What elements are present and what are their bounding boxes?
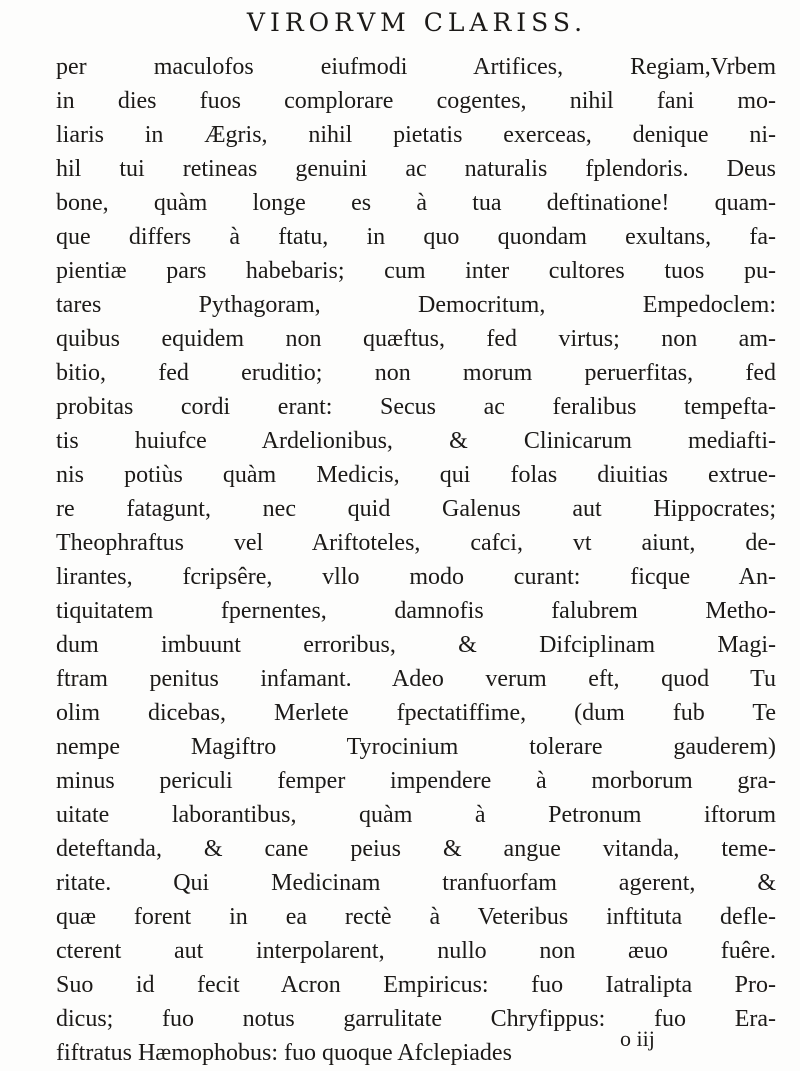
text-line: uitate laborantibus, quàm à Petronum iftorum [56,802,776,828]
text-line: lirantes, fcripsêre, vllo modo curant: ficque An- [56,564,776,590]
text-line: tiquitatem fpernentes, damnofis falubrem Metho- [56,598,776,624]
text-line: cterent aut interpolarent, nullo non æuo fuêre. [56,938,776,964]
text-line: ritate. Qui Medicinam tranfuorfam agerent, & [56,870,776,896]
text-line: nempe Magiftro Tyrocinium tolerare gauderem) [56,734,776,760]
text-line: pientiæ pars habebaris; cum inter cultores tuos pu- [56,258,776,284]
text-line: bitio, fed eruditio; non morum peruerfitas, fed [56,360,776,386]
text-line: re fatagunt, nec quid Galenus aut Hippocrates; [56,496,776,522]
text-line: hil tui retineas genuini ac naturalis fplendoris. Deus [56,156,776,182]
text-line: tis huiufce Ardelionibus, & Clinicarum mediafti- [56,428,776,454]
text-line: tares Pythagoram, Democritum, Empedoclem: [56,292,776,318]
body-text [56,50,776,1070]
text-line: Suo id fecit Acron Empiricus: fuo Iatralipta Pro- [56,972,776,998]
text-line: bone, quàm longe es à tua deftinatione! quam- [56,190,776,216]
text-line: Theophraftus vel Ariftoteles, cafci, vt aiunt, de- [56,530,776,556]
text-line: per maculofos eiufmodi Artifices, Regiam,Vrbem [56,54,776,80]
text-line: liaris in Ægris, nihil pietatis exerceas, denique ni- [56,122,776,148]
text-line: que differs à ftatu, in quo quondam exultans, fa- [56,224,776,250]
text-line: olim dicebas, Merlete fpectatiffime, (dum fub Te [56,700,776,726]
text-line: fiftratus Hæmophobus: fuo quoque Afclepiades [56,1040,512,1066]
running-head: VIRORVM CLARISS. [246,8,588,37]
text-line: probitas cordi erant: Secus ac feralibus tempefta- [56,394,776,420]
text-line: quæ forent in ea rectè à Veteribus inftituta defle- [56,904,776,930]
text-line: nis potiùs quàm Medicis, qui folas diuitias extrue- [56,462,776,488]
text-line: dicus; fuo notus garrulitate Chryfippus: fuo Era- [56,1006,776,1032]
text-line: dum imbuunt erroribus, & Difciplinam Magi- [56,632,776,658]
text-line: in dies fuos complorare cogentes, nihil fani mo- [56,88,776,114]
text-line: ftram penitus infamant. Adeo verum eft, quod Tu [56,666,776,692]
text-line: quibus equidem non quæftus, fed virtus; non am- [56,326,776,352]
signature-mark: o iij [620,1026,655,1051]
text-line: deteftanda, & cane peius & angue vitanda, teme- [56,836,776,862]
text-line: minus periculi femper impendere à morborum gra- [56,768,776,794]
